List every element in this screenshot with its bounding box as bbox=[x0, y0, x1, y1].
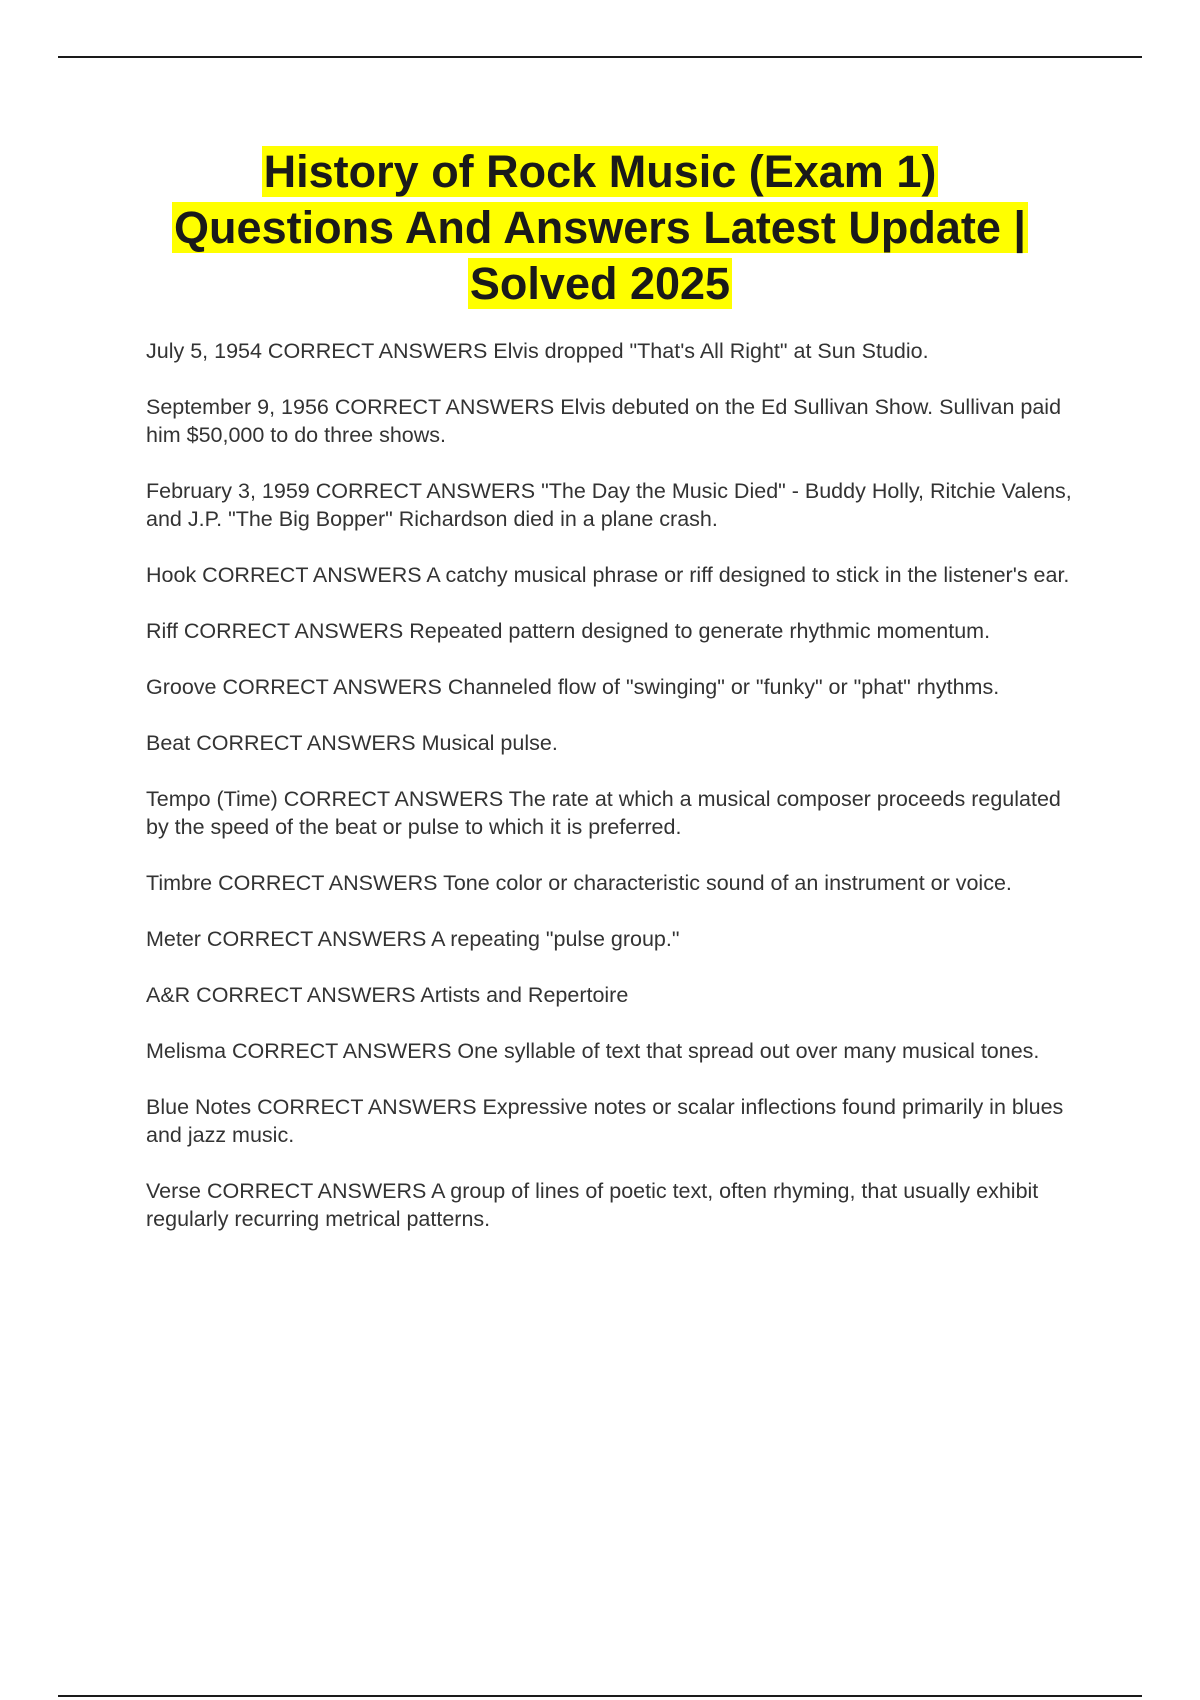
qa-entry: September 9, 1956 CORRECT ANSWERS Elvis debuted on the Ed Sullivan Show. Sullivan paid him $50,000 to do three shows. bbox=[146, 395, 1062, 447]
qa-entry: Tempo (Time) CORRECT ANSWERS The rate at which a musical composer proceeds regulated by the speed of the beat or pulse to which it is preferred. bbox=[146, 787, 1061, 839]
qa-entry: Verse CORRECT ANSWERS A group of lines of poetic text, often rhyming, that usually exhibit regularly recurring metrical patterns. bbox=[146, 1179, 1039, 1231]
qa-entry: Riff CORRECT ANSWERS Repeated pattern designed to generate rhythmic momentum. bbox=[146, 619, 991, 643]
title-line-2: Questions And Answers Latest Update | bbox=[174, 202, 1026, 253]
qa-entry: Beat CORRECT ANSWERS Musical pulse. bbox=[146, 731, 558, 755]
header-rule bbox=[58, 56, 1142, 58]
footer-rule bbox=[58, 1695, 1142, 1697]
title-line-1: History of Rock Music (Exam 1) bbox=[263, 146, 937, 197]
document-title bbox=[100, 144, 1100, 312]
qa-entry: Blue Notes CORRECT ANSWERS Expressive notes or scalar inflections found primarily in blues and jazz music. bbox=[146, 1095, 1064, 1147]
qa-entry: Hook CORRECT ANSWERS A catchy musical phrase or riff designed to stick in the listener's ear. bbox=[146, 563, 1070, 587]
qa-entry: July 5, 1954 CORRECT ANSWERS Elvis dropped "That's All Right" at Sun Studio. bbox=[146, 339, 929, 363]
qa-entry: Timbre CORRECT ANSWERS Tone color or characteristic sound of an instrument or voice. bbox=[146, 871, 1012, 895]
qa-entry: Meter CORRECT ANSWERS A repeating "pulse group." bbox=[146, 927, 680, 951]
qa-entry: Melisma CORRECT ANSWERS One syllable of text that spread out over many musical tones. bbox=[146, 1039, 1040, 1063]
qa-entry: Groove CORRECT ANSWERS Channeled flow of "swinging" or "funky" or "phat" rhythms. bbox=[146, 675, 1000, 699]
qa-list bbox=[146, 337, 1086, 1261]
qa-entry: A&R CORRECT ANSWERS Artists and Repertoire bbox=[146, 983, 629, 1007]
title-line-3: Solved 2025 bbox=[469, 258, 731, 309]
qa-entry: February 3, 1959 CORRECT ANSWERS "The Day the Music Died" - Buddy Holly, Ritchie Valens, and J.P. "The Big Bopper" Richardson died in a plane crash. bbox=[146, 479, 1072, 531]
